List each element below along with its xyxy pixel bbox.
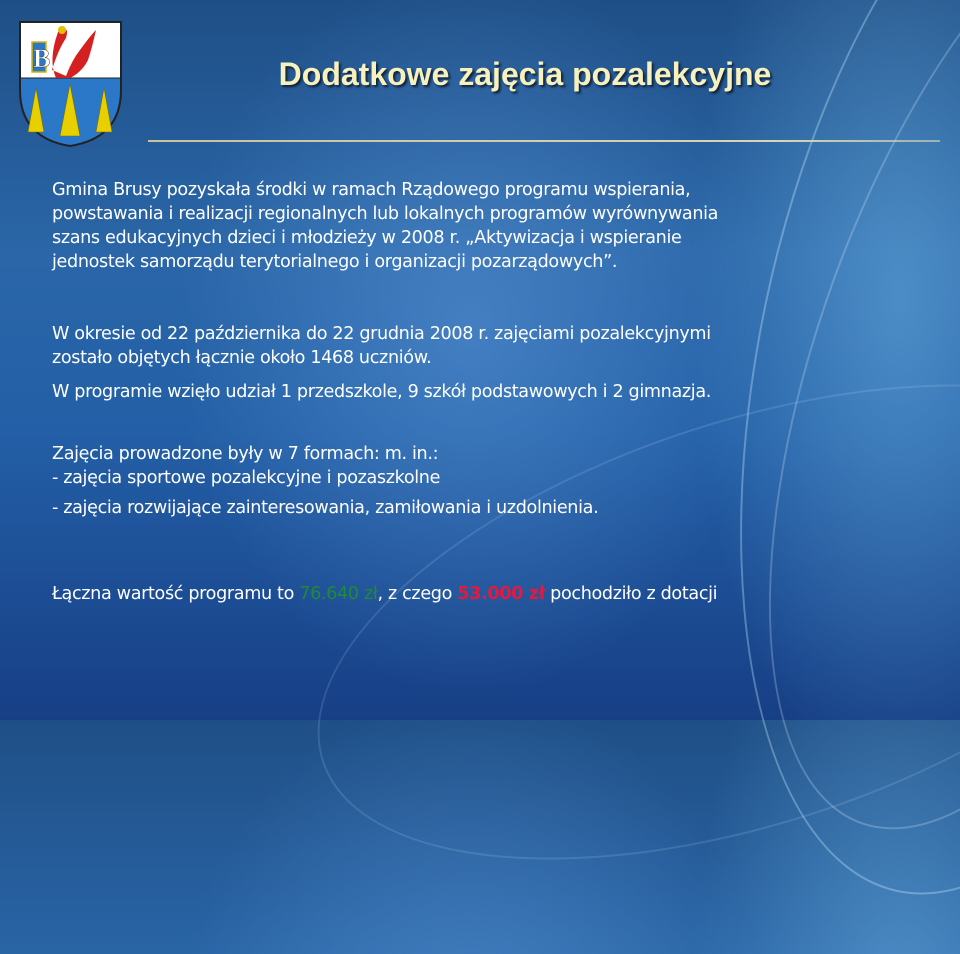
text-line: zostało objętych łącznie około 1468 uczniów. <box>52 348 432 368</box>
slide-title: Dodatkowe zajęcia pozalekcyjne <box>278 56 772 92</box>
text-line: W programie wzięło udział 1 przedszkole, 9 szkół podstawowych i 2 gimnazja. <box>52 382 712 402</box>
summary-middle: , z czego <box>377 584 458 604</box>
coat-of-arms-logo <box>18 20 123 148</box>
text-line: szans edukacyjnych dzieci i młodzieży w 2008 r. „Aktywizacja i wspieranie <box>52 228 682 248</box>
text-line: Gmina Brusy pozyskała środki w ramach Rządowego programu wspierania, <box>52 180 691 200</box>
text-line: jednostek samorządu terytorialnego i organizacji pozarządowych”. <box>52 252 618 272</box>
grant-value: 53.000 zł <box>457 584 545 604</box>
total-value: 76.640 zł <box>299 584 378 604</box>
summary-suffix: pochodziło z dotacji <box>544 584 718 604</box>
summary-line <box>52 583 717 605</box>
svg-text:B: B <box>33 44 51 73</box>
text-line: - zajęcia sportowe pozalekcyjne i pozaszkolne <box>52 468 441 488</box>
background-streak <box>661 0 960 896</box>
text-line: Zajęcia prowadzone były w 7 formach: m. in.: <box>52 444 439 464</box>
text-line: W okresie od 22 października do 22 grudnia 2008 r. zajęciami pozalekcyjnymi <box>52 324 711 344</box>
text-line: powstawania i realizacji regionalnych lub lokalnych programów wyrównywania <box>52 204 719 224</box>
title-divider <box>148 140 940 142</box>
text-line: - zajęcia rozwijające zainteresowania, zamiłowania i uzdolnienia. <box>52 498 599 518</box>
summary-prefix: Łączna wartość programu to <box>52 584 300 604</box>
